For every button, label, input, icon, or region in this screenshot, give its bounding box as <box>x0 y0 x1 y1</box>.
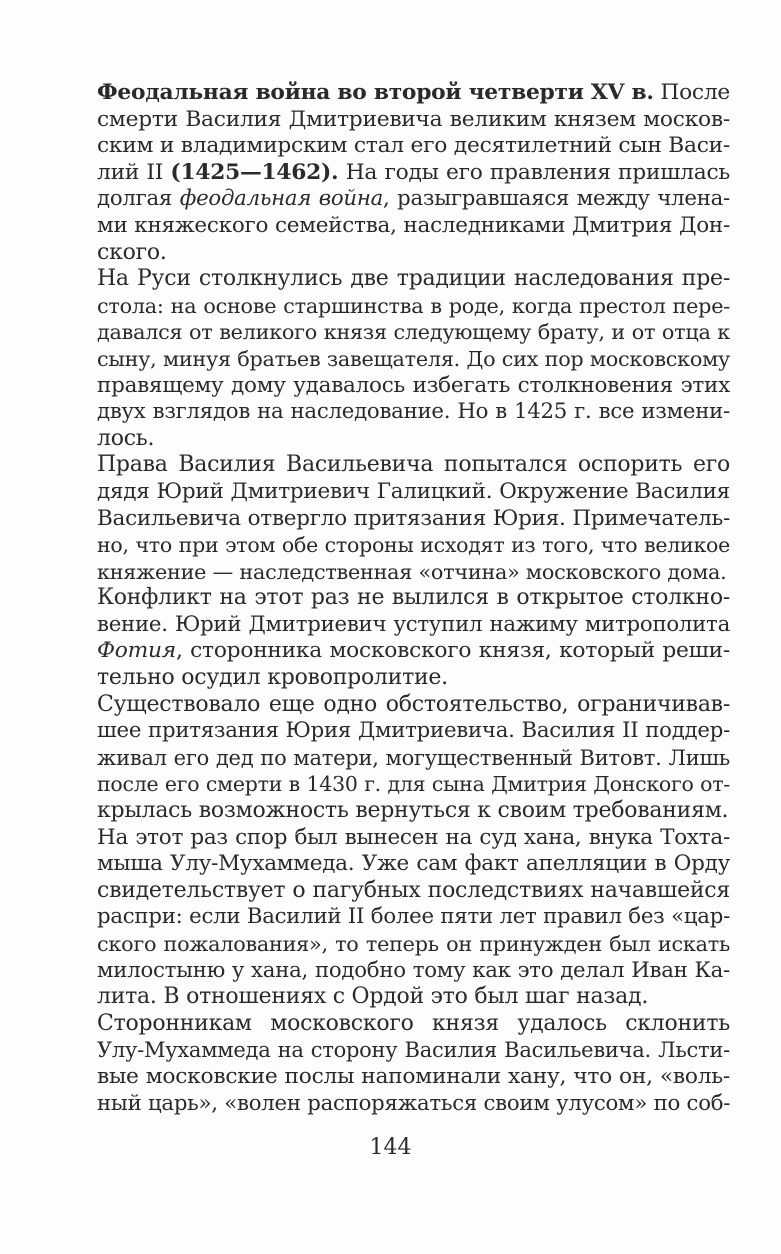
text-run: свидетельствует о пагубных последствиях начавшейся <box>97 877 730 903</box>
text-line <box>97 506 730 533</box>
text-run: После <box>653 80 731 105</box>
paragraph-first-line <box>97 585 730 612</box>
text-line <box>97 1037 730 1064</box>
text-run: На годы его правления пришлась <box>338 159 730 185</box>
text-run: лий II <box>97 159 171 185</box>
paragraph-first-line <box>97 80 730 107</box>
text-line <box>97 904 730 931</box>
text-run: , разыгравшаяся между члена- <box>383 186 730 212</box>
text-run: после его смерти в 1430 г. для сына Дмитрия Донского от- <box>97 772 730 797</box>
text-line <box>97 798 730 825</box>
text-line <box>97 107 730 134</box>
paragraph-first-line <box>97 1011 730 1038</box>
text-run: Сторонникам московского князя удалось склонить <box>97 1010 730 1036</box>
text-run: тельно осудил кровопролитие. <box>97 665 448 691</box>
bold-text: (1425—1462). <box>170 159 339 185</box>
text-run: двух взглядов на наследование. Но в 1425 г. все измени- <box>97 399 730 425</box>
text-run: смерти Василия Дмитриевича великим князем москов- <box>97 106 730 132</box>
text-line <box>97 346 730 373</box>
text-line <box>97 479 730 506</box>
text-line <box>97 133 730 160</box>
body-text <box>97 80 730 1117</box>
text-run: Васильевича отвергло притязания Юрия. Примечатель- <box>97 505 730 531</box>
text-line <box>97 745 730 772</box>
text-line <box>97 931 730 958</box>
text-line <box>97 399 730 426</box>
text-run: Права Василия Васильевича попытался оспорить его <box>97 452 730 478</box>
text-line <box>97 160 730 187</box>
paragraph-first-line <box>97 266 730 293</box>
text-run: Конфликт на этот раз не вылился в открытое столкно- <box>97 585 730 611</box>
text-run: но, что при этом обе стороны исходят из того, что великое <box>97 533 730 558</box>
text-run: милостыню у хана, подобно тому как это делал Иван Ка- <box>97 957 730 983</box>
text-run: княжение — наследственная «отчина» московского дома. <box>97 559 727 584</box>
text-line <box>97 186 730 213</box>
text-line <box>97 984 730 1011</box>
page-number: 144 <box>369 1135 412 1160</box>
text-run: ный царь», «волен распоряжаться своим улусом» по соб- <box>97 1090 731 1116</box>
text-line <box>97 718 730 745</box>
text-run: крылась возможность вернуться к своим требованиям. <box>97 798 729 824</box>
text-line <box>97 240 730 267</box>
text-run: стола: на основе старшинства в роде, когда престол пере- <box>97 293 730 318</box>
text-line <box>97 319 730 346</box>
text-line <box>97 1091 730 1118</box>
text-line <box>97 771 730 798</box>
text-line <box>97 665 730 692</box>
italic-text: Фотия <box>97 638 176 664</box>
text-line <box>97 532 730 559</box>
text-run: долгая <box>97 186 180 212</box>
text-line <box>97 851 730 878</box>
text-run: ским и владимирским стал его десятилетний сын Васи- <box>97 133 731 159</box>
text-line <box>97 293 730 320</box>
bold-text: Феодальная война во второй четверти XV в. <box>97 80 654 105</box>
text-run: вение. Юрий Дмитриевич уступил нажиму митрополита <box>97 611 730 637</box>
text-run: давался от великого князя следующему брату, и от отца к <box>97 320 730 345</box>
text-run: вые московские послы напоминали хану, что он, «воль- <box>97 1063 730 1089</box>
text-run: дядя Юрий Дмитриевич Галицкий. Окружение Василия <box>97 478 730 504</box>
paragraph-first-line <box>97 825 730 852</box>
text-run: правящему дому удавалось избегать столкновения этих <box>97 372 730 398</box>
text-run: На этот раз спор был вынесен на суд хана, внука Тохта- <box>97 824 730 850</box>
text-run: лось. <box>97 425 155 451</box>
text-run: На Руси столкнулись две традиции наследования пре- <box>97 266 730 292</box>
text-run: живал его дед по матери, могущественный Витовт. Лишь <box>97 745 730 770</box>
text-line <box>97 559 730 586</box>
text-line <box>97 373 730 400</box>
text-run: лита. В отношениях с Ордой это был шаг назад. <box>97 984 649 1010</box>
text-line <box>97 878 730 905</box>
text-run: шее притязания Юрия Дмитриевича. Василия II поддер- <box>97 718 730 744</box>
text-line <box>97 612 730 639</box>
italic-text: феодальная война <box>179 186 384 212</box>
text-run: сыну, минуя братьев завещателя. До сих пор московскому <box>97 346 730 371</box>
paragraph-first-line <box>97 452 730 479</box>
text-run: Улу-Мухаммеда на сторону Василия Васильевича. Льсти- <box>97 1038 730 1063</box>
text-line <box>97 213 730 240</box>
text-run: распри: если Василий II более пяти лет правил без «цар- <box>97 904 730 930</box>
text-line <box>97 958 730 985</box>
text-run: ми княжеского семейства, наследниками Дмитрия Дон- <box>97 212 730 238</box>
text-run: Существовало еще одно обстоятельство, ограничивав- <box>97 691 730 717</box>
text-run: ского пожалования», то теперь он принужден был искать <box>97 932 730 956</box>
paragraph-first-line <box>97 692 730 719</box>
text-line <box>97 426 730 453</box>
text-run: мыша Улу-Мухаммеда. Уже сам факт апелляции в Орду <box>97 851 730 877</box>
text-line <box>97 638 730 665</box>
text-line <box>97 1064 730 1091</box>
text-run: ского. <box>97 239 167 265</box>
text-run: , сторонника московского князя, который реши- <box>175 638 730 664</box>
